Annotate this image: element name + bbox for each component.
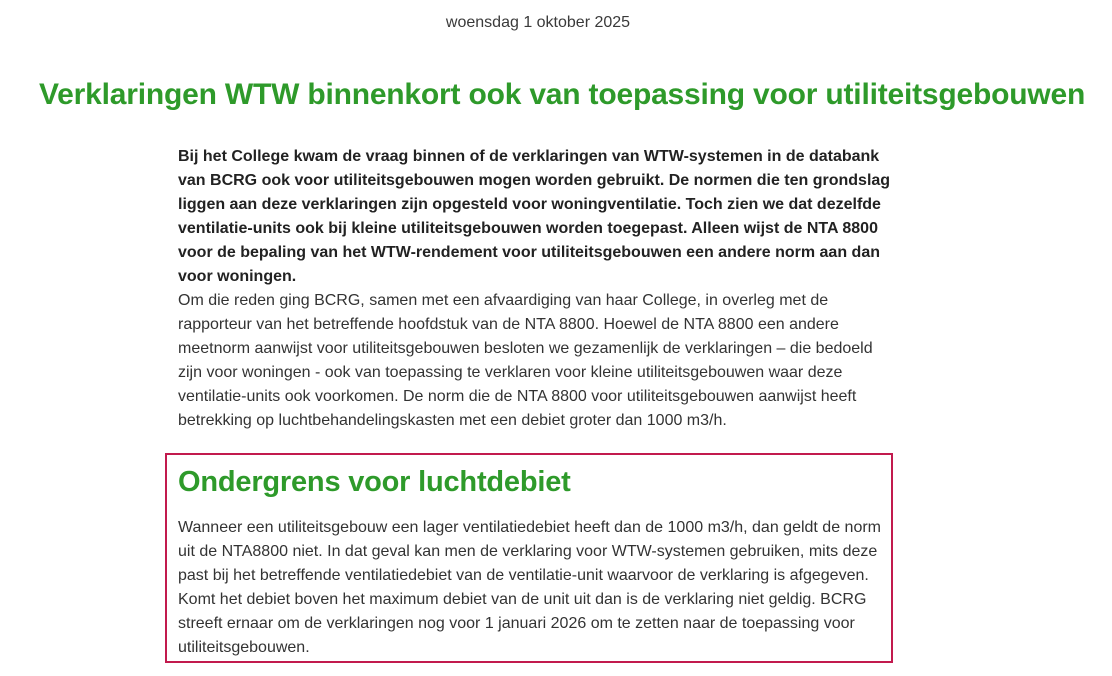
article-lead-paragraph: Bij het College kwam de vraag binnen of de verklaringen van WTW-systemen in de databank van BCRG ook voor utiliteitsgebouwen mogen worden gebruikt. De normen die ten grondslag liggen aan deze verklaringen zijn opgesteld voor woningventilatie. Toch zien we dat dezelfde ventilatie-units ook bij kleine utiliteitsgebouwen worden toegepast. Alleen wijst de NTA 8800 voor de bepaling van het WTW-rendement voor utiliteitsgebouwen een andere norm aan dan voor woningen.	[178, 148, 891, 285]
article-title: Verklaringen WTW binnenkort ook van toepassing voor utiliteitsgebouwen	[39, 78, 1086, 111]
section-paragraph: Wanneer een utiliteitsgebouw een lager ventilatiedebiet heeft dan de 1000 m3/h, dan geldt de norm uit de NTA8800 niet. In dat geval kan men de verklaring voor WTW-systemen gebruiken, mits deze past bij het betreffende ventilatiedebiet van de ventilatie-unit waarvoor de verklaring is afgegeven. Komt het debiet boven het maximum debiet van de unit uit dan is de verklaring niet geldig. BCRG streeft ernaar om de verklaringen nog voor 1 januari 2026 om te zetten naar de toepassing voor utiliteitsgebouwen.	[178, 519, 881, 656]
article-date: woensdag 1 oktober 2025	[445, 14, 631, 31]
article-body-paragraph: Om die reden ging BCRG, samen met een afvaardiging van haar College, in overleg met de rapporteur van het betreffende hoofdstuk van de NTA 8800. Hoewel de NTA 8800 een andere meetnorm aanwijst voor utiliteitsgebouwen besloten we gezamenlijk de verklaringen – die bedoeld zijn voor woningen - ook van toepassing te verklaren voor kleine utiliteitsgebouwen waar deze ventilatie-units ook voorkomen. De norm die de NTA 8800 voor utiliteitsgebouwen aanwijst heeft betrekking op luchtbehandelingskasten met een debiet groter dan 1000 m3/h.	[178, 292, 873, 429]
section-heading: Ondergrens voor luchtdebiet	[178, 466, 571, 498]
